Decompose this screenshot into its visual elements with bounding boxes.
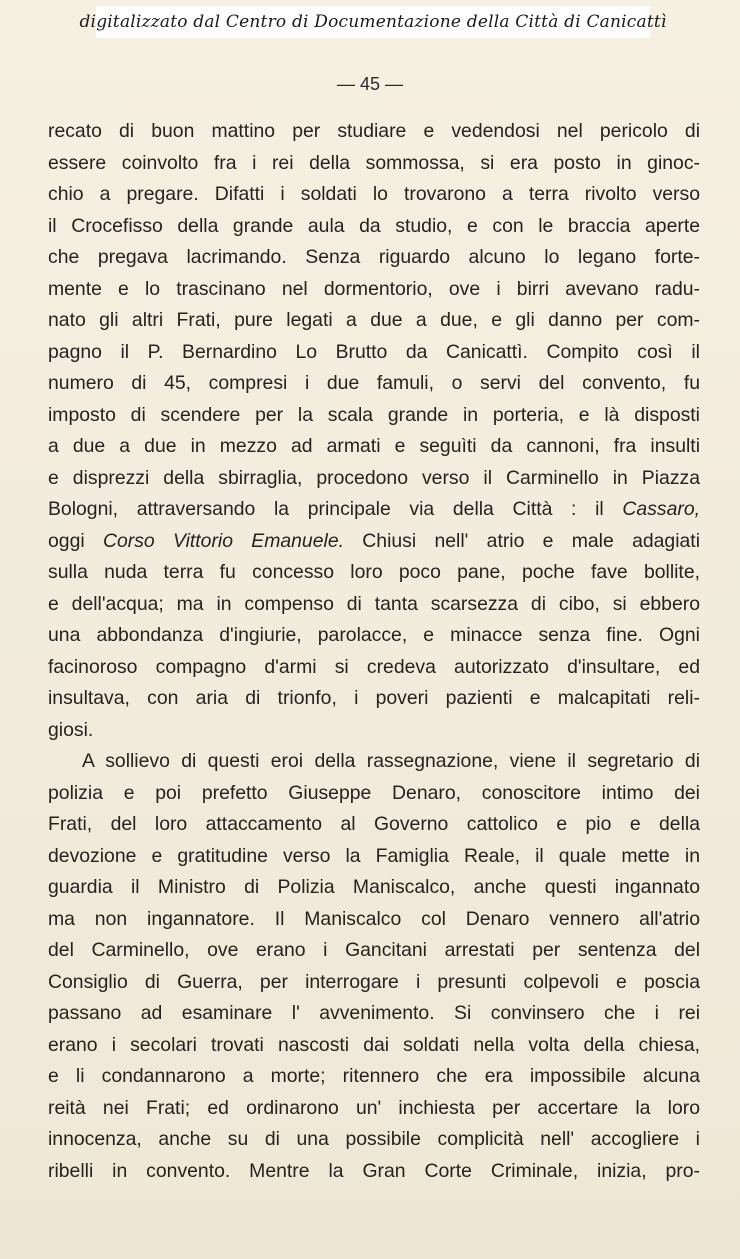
text-line: devozione e gratitudine verso la Famiglia Reale, il quale mette in <box>48 844 700 867</box>
text-line: erano i secolari trovati nascosti dai soldati nella volta della chiesa, <box>48 1033 700 1056</box>
text-line: a due a due in mezzo ad armati e seguìti da cannoni, fra insulti <box>48 435 700 457</box>
digitization-banner <box>79 6 667 38</box>
text-run: Bologni, attraversando la principale via della Città : il <box>48 498 623 520</box>
text-line: passano ad esaminare l' avvenimento. Si convinsero che i rei <box>48 1002 700 1024</box>
text-line: guardia il Ministro di Polizia Maniscalco, anche questi ingannato <box>48 876 700 898</box>
text-line: e disprezzi della sbirraglia, procedono verso il Carminello in Piazza <box>48 466 700 489</box>
text-line: ma non ingannatore. Il Maniscalco col Denaro vennero all'atrio <box>48 907 700 930</box>
text-line: che pregava lacrimando. Senza riguardo alcuno lo legano forte- <box>48 246 700 268</box>
text-line: recato di buon mattino per studiare e vedendosi nel pericolo di <box>48 120 700 142</box>
text-line-mixed <box>48 494 700 526</box>
text-line: e li condannarono a morte; ritennero che era impossibile alcuna <box>48 1065 700 1087</box>
text-line: reità nei Frati; ed ordinarono un' inchiesta per accertare la loro <box>48 1096 700 1119</box>
italic-run: Corso Vittorio Emanuele. <box>102 529 344 552</box>
body-text <box>48 116 700 1187</box>
text-line: imposto di scendere per la scala grande in porteria, e là disposti <box>48 403 700 426</box>
text-line: nato gli altri Frati, pure legati a due a due, e gli danno per com- <box>48 309 700 331</box>
text-line: Frati, del loro attaccamento al Governo cattolico e pio e della <box>48 813 700 835</box>
text-line: giosi. <box>48 718 94 741</box>
text-line: A sollievo di questi eroi della rassegnazione, viene il segretario di <box>82 750 700 772</box>
text-line: insultava, con aria di trionfo, i poveri pazienti e malcapitati reli- <box>48 687 700 709</box>
text-line: facinoroso compagno d'armi si credeva autorizzato d'insultare, ed <box>48 655 700 678</box>
text-line: polizia e poi prefetto Giuseppe Denaro, conoscitore intimo dei <box>48 781 700 804</box>
text-line: numero di 45, compresi i due famuli, o servi del convento, fu <box>48 372 700 394</box>
text-run: oggi <box>48 529 103 552</box>
page-number: — 45 — <box>336 74 404 94</box>
text-line-mixed <box>48 526 700 558</box>
italic-run: Cassaro, <box>622 498 700 520</box>
text-line: Consiglio di Guerra, per interrogare i presunti colpevoli e poscia <box>48 970 700 993</box>
text-run: Chiusi nell' atrio e male adagiati <box>344 529 700 552</box>
text-line: del Carminello, ove erano i Gancitani arrestati per sentenza del <box>48 939 700 961</box>
text-line: essere coinvolto fra i rei della sommossa, si era posto in ginoc- <box>48 151 700 174</box>
text-line: il Crocefisso della grande aula da studio, e con le braccia aperte <box>48 214 700 237</box>
text-line: ribelli in convento. Mentre la Gran Corte Criminale, inizia, pro- <box>48 1159 700 1182</box>
text-line: innocenza, anche su di una possibile complicità nell' accogliere i <box>48 1128 700 1150</box>
text-line: pagno il P. Bernardino Lo Brutto da Canicattì. Compito così il <box>48 340 700 363</box>
banner-text: digitalizzato dal Centro di Documentazione della Città di Canicattì <box>79 12 667 32</box>
text-line: sulla nuda terra fu concesso loro poco pane, poche fave bollite, <box>48 561 700 583</box>
text-line: e dell'acqua; ma in compenso di tanta scarsezza di cibo, si ebbero <box>48 592 700 615</box>
text-line: chio a pregare. Difatti i soldati lo trovarono a terra rivolto verso <box>48 183 700 205</box>
text-line: mente e lo trascinano nel dormentorio, ove i birri avevano radu- <box>48 277 700 300</box>
text-line: una abbondanza d'ingiurie, parolacce, e minacce senza fine. Ogni <box>48 624 700 646</box>
